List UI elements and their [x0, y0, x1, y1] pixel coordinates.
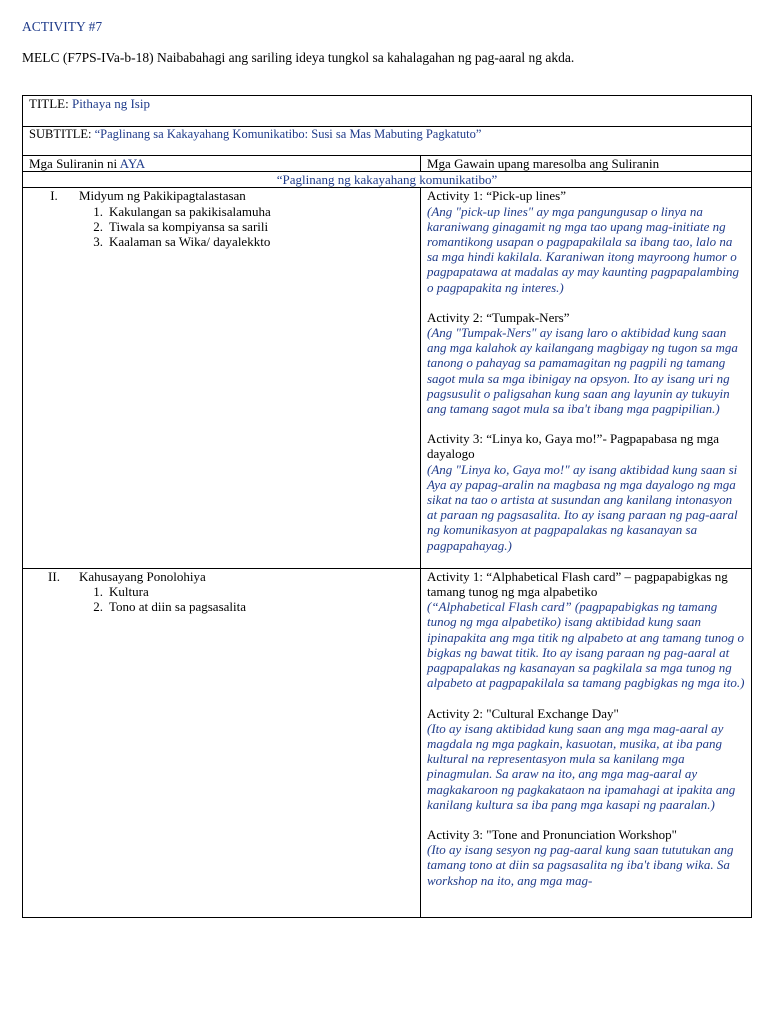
- activities-cell: [421, 568, 752, 917]
- subtitle-value: “Paglinang sa Kakayahang Komunikatibo: Susi sa Mas Mabuting Pagkatuto”: [94, 127, 482, 141]
- issue-heading: [29, 188, 414, 203]
- column-header-activities: Mga Gawain upang maresolba ang Suliranin: [421, 156, 752, 172]
- center-heading-row: [23, 172, 752, 188]
- item-text: Kakulangan sa pakikisalamuha: [109, 203, 271, 219]
- activity-block: [427, 188, 745, 294]
- subtitle-cell: [23, 127, 752, 156]
- list-item: [29, 584, 414, 599]
- item-number: 2.: [93, 599, 103, 615]
- activities-cell: [421, 188, 752, 568]
- item-number: 1.: [93, 584, 103, 600]
- activity-block: [427, 431, 745, 553]
- activity-title: Activity 2: “Tumpak-Ners”: [427, 309, 570, 325]
- activity-title: Activity 3: “Linya ko, Gaya mo!”- Pagpapabasa ng mga dayalogo: [427, 431, 720, 462]
- list-item: [29, 234, 414, 249]
- activity-title: Activity 1: “Pick-up lines”: [427, 188, 567, 204]
- activity-description: (Ito ay isang sesyon ng pag-aaral kung saan tututukan ang tamang tono at diin sa pagsasalita ng iba't ibang wika. Sa workshop na ito, ang mga mag-: [427, 842, 734, 888]
- activity-block: [427, 706, 745, 812]
- roman-numeral: I.: [50, 188, 58, 204]
- activity-description: (Ang "Linya ko, Gaya mo!" ay isang aktibidad kung saan si Aya ay papag-aralin na magbasa ng mga dayalogo ng mga sikat na tao o artista at susundan ang kanilang intonasyon at paraan ng pagsasalita. Ito ay isang paraan ng pag-aaral ng komunikasyon at pagpapalakas ng kasanayan sa pagpapahayag.): [427, 461, 738, 553]
- title-label: TITLE:: [29, 96, 69, 111]
- activity-block: [427, 827, 745, 888]
- item-text: Kultura: [109, 584, 149, 600]
- activity-table: [22, 95, 752, 918]
- item-text: Kaalaman sa Wika/ dayalekkto: [109, 234, 271, 250]
- item-number: 1.: [93, 203, 103, 219]
- issue-label: Midyum ng Pakikipagtalastasan: [79, 188, 246, 204]
- activity-block: [427, 569, 745, 691]
- subtitle-label: SUBTITLE:: [29, 127, 92, 141]
- problems-cell: [23, 188, 421, 568]
- col1-prefix: Mga Suliranin ni: [29, 156, 118, 171]
- item-text: Tono at diin sa pagsasalita: [109, 599, 247, 615]
- title-value: Pithaya ng Isip: [71, 96, 150, 111]
- item-number: 3.: [93, 234, 103, 250]
- activity-title: Activity 2: "Cultural Exchange Day": [427, 705, 619, 721]
- list-item: [29, 219, 414, 234]
- center-heading: “Paglinang ng kakayahang komunikatibo”: [23, 172, 752, 188]
- problems-cell: [23, 568, 421, 917]
- activity-title: Activity 1: “Alphabetical Flash card” – pagpapabigkas ng tamang tunog ng mga alpabetiko: [427, 568, 728, 600]
- section-row: [23, 188, 752, 568]
- issue-heading: [29, 569, 414, 584]
- activity-description: (Ang "Tumpak-Ners" ay isang laro o aktibidad kung saan ang mga kalahok ay kailangang magbigay ng tugon sa mga tanong o pahayag sa pamamagitan ng pagpili ng tamang sagot mula sa mga ibinigay na opsyon. Ito ay isang uri ng pagsusulit o paligsahan kung saan ang layunin ay tukuyin ang tamang sagot mula sa iba't ibang mga pagpipilian.): [427, 325, 738, 417]
- activity-title: ACTIVITY #7: [22, 19, 103, 34]
- roman-numeral: II.: [48, 568, 60, 584]
- issue-label: Kahusayang Ponolohiya: [79, 568, 206, 584]
- list-item: [29, 204, 414, 219]
- title-row: [23, 96, 752, 127]
- activity-description: (Ito ay isang aktibidad kung saan ang mga mag-aaral ay magdala ng mga pagkain, kasuotan, musika, at iba pang kultural na representasyon mula sa kanilang mga pinagmulan. Sa araw na ito, ang mga mag-aaral ay magkakaroon ng pagkakataon na ipamahagi at ipakita ang kanilang kultura sa iba pang mga kasapi ng paaralan.): [427, 720, 736, 812]
- list-item: [29, 599, 414, 614]
- col1-name: AYA: [119, 156, 146, 171]
- activity-description: (Ang "pick-up lines" ay mga pangungusap o linya na karaniwang ginagamit ng mga tao upang mag-initiate ng romantikong usapan o pagpapakilala sa ibang tao, lalo na sa mga hindi kakilala. Karaniwan itong mayroong humor o pagpapatawa at madalas ay may kaunting pagpapalambing o pagpapakita ng interes.): [427, 203, 739, 295]
- subtitle-row: [23, 127, 752, 156]
- activity-block: [427, 310, 745, 416]
- item-number: 2.: [93, 218, 103, 234]
- column-header-problems: [23, 156, 421, 172]
- melc-statement: MELC (F7PS-IVa-b-18) Naibabahagi ang sariling ideya tungkol sa kahalagahan ng pag-aaral ng akda.: [22, 50, 575, 65]
- activity-description: (“Alphabetical Flash card” (pagpapabigkas ng tamang tunog ng mga alpabetiko) isang aktibidad kung saan ipinapakita ang mga titik ng alpabeto at ang tamang tunog o bigkas ng bawat titik. Ito ay isang paraan ng pag-aaral at pagpapalakas ng kasanayan sa pagkilala sa mga tunog ng alpabeto at pagpapakilala sa tamang pagbigkas ng mga ito.): [427, 599, 745, 691]
- activity-title: Activity 3: "Tone and Pronunciation Workshop": [427, 826, 677, 842]
- item-text: Tiwala sa kompiyansa sa sarili: [109, 218, 269, 234]
- title-cell: [23, 96, 752, 127]
- column-header-row: [23, 156, 752, 172]
- section-row: [23, 568, 752, 917]
